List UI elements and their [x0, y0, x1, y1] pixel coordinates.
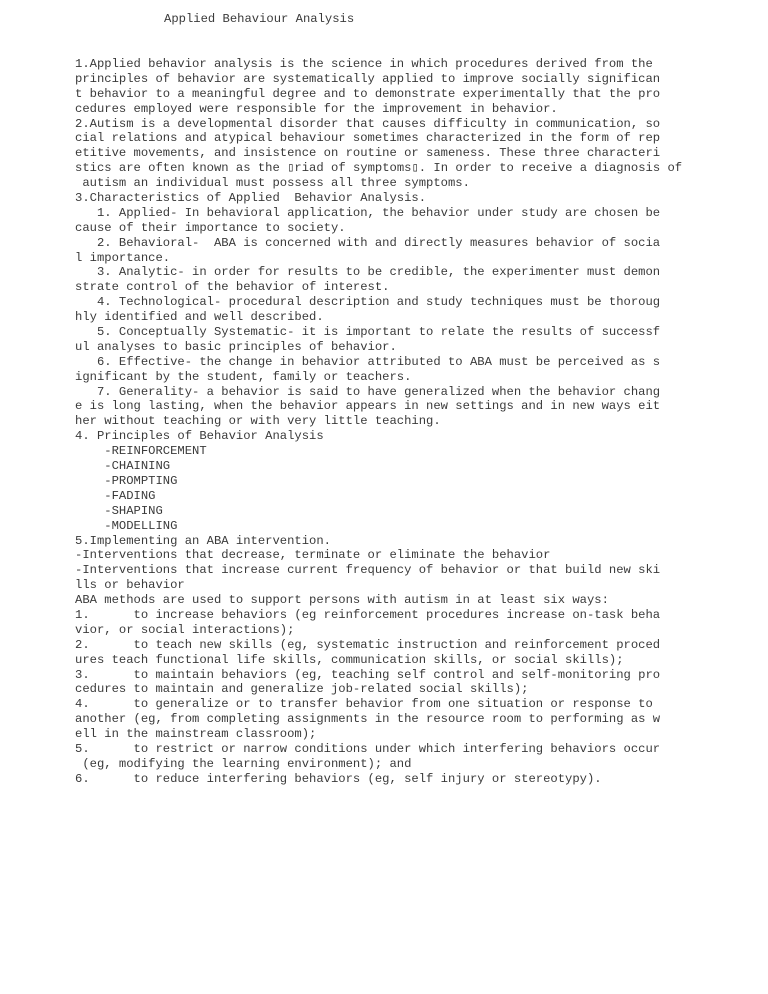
document-line: cedures employed were responsible for the improvement in behavior.	[75, 101, 558, 116]
document-line: ell in the mainstream classroom);	[75, 727, 317, 742]
document-line: e is long lasting, when the behavior appears in new settings and in new ways eit	[75, 399, 661, 414]
document-line: cause of their importance to society.	[75, 220, 346, 235]
document-line: -FADING	[75, 488, 156, 503]
document-line: lls or behavior	[75, 578, 185, 593]
document-line: 5. Conceptually Systematic- it is important to relate the results of successf	[75, 325, 661, 340]
document-line: 3. Analytic- in order for results to be credible, the experimenter must demon	[75, 265, 661, 280]
document-line: 7. Generality- a behavior is said to have generalized when the behavior chang	[75, 384, 661, 399]
document-line: 1.Applied behavior analysis is the science in which procedures derived from the	[75, 57, 653, 71]
document-line: ignificant by the student, family or teachers.	[75, 369, 412, 384]
document-line: cedures to maintain and generalize job-related social skills);	[75, 682, 529, 697]
document-line: her without teaching or with very little teaching.	[75, 414, 441, 429]
document-line: -MODELLING	[75, 518, 178, 533]
document-line: etitive movements, and insistence on routine or sameness. These three characteri	[75, 146, 661, 161]
document-line: -PROMPTING	[75, 473, 178, 488]
document-line: -SHAPING	[75, 503, 163, 518]
document-body	[75, 57, 682, 787]
document-line: (eg, modifying the learning environment); and	[75, 756, 412, 771]
document-line: -Interventions that increase current frequency of behavior or that build new ski	[75, 563, 661, 578]
document-line: ul analyses to basic principles of behavior.	[75, 339, 397, 354]
document-line: 4. to generalize or to transfer behavior from one situation or response to	[75, 697, 653, 712]
document-line: hly identified and well described.	[75, 310, 324, 325]
document-line: 4. Principles of Behavior Analysis	[75, 429, 324, 444]
document-line: autism an individual must possess all three symptoms.	[75, 176, 470, 191]
document-line: 1. Applied- In behavioral application, the behavior under study are chosen be	[75, 205, 661, 220]
document-line: 3. to maintain behaviors (eg, teaching self control and self-monitoring pro	[75, 667, 661, 682]
document-line: 1. to increase behaviors (eg reinforcement procedures increase on-task beha	[75, 607, 661, 622]
document-line: 5.Implementing an ABA intervention.	[75, 533, 331, 548]
document-line: stics are often known as the ▯riad of symptoms▯. In order to receive a diagnosis of	[75, 161, 683, 176]
document-line: -REINFORCEMENT	[75, 444, 207, 459]
document-title: Applied Behaviour Analysis	[164, 12, 355, 26]
document-line: 4. Technological- procedural description and study techniques must be thoroug	[75, 295, 661, 310]
document-line: ures teach functional life skills, communication skills, or social skills);	[75, 652, 624, 667]
document-line: -CHAINING	[75, 459, 171, 474]
document-line: 2. to teach new skills (eg, systematic instruction and reinforcement proced	[75, 637, 661, 652]
document-line: ABA methods are used to support persons with autism in at least six ways:	[75, 593, 609, 608]
document-line: strate control of the behavior of interest.	[75, 280, 390, 295]
document-line: vior, or social interactions);	[75, 622, 295, 637]
document-line: 3.Characteristics of Applied Behavior Analysis.	[75, 191, 427, 206]
document-line: cial relations and atypical behaviour sometimes characterized in the form of rep	[75, 131, 661, 146]
document-line: 2. Behavioral- ABA is concerned with and directly measures behavior of socia	[75, 235, 661, 250]
document-line: l importance.	[75, 250, 171, 265]
document-line: t behavior to a meaningful degree and to demonstrate experimentally that the pro	[75, 86, 661, 101]
document-line: -Interventions that decrease, terminate or eliminate the behavior	[75, 548, 551, 563]
document-line: 5. to restrict or narrow conditions under which interfering behaviors occur	[75, 741, 661, 756]
document-line: 6. Effective- the change in behavior attributed to ABA must be perceived as s	[75, 354, 661, 369]
document-line: 6. to reduce interfering behaviors (eg, self injury or stereotypy).	[75, 771, 602, 786]
document-line: principles of behavior are systematically applied to improve socially significan	[75, 71, 661, 86]
document-line: another (eg, from completing assignments in the resource room to performing as w	[75, 712, 661, 727]
document-line: 2.Autism is a developmental disorder that causes difficulty in communication, so	[75, 116, 661, 131]
